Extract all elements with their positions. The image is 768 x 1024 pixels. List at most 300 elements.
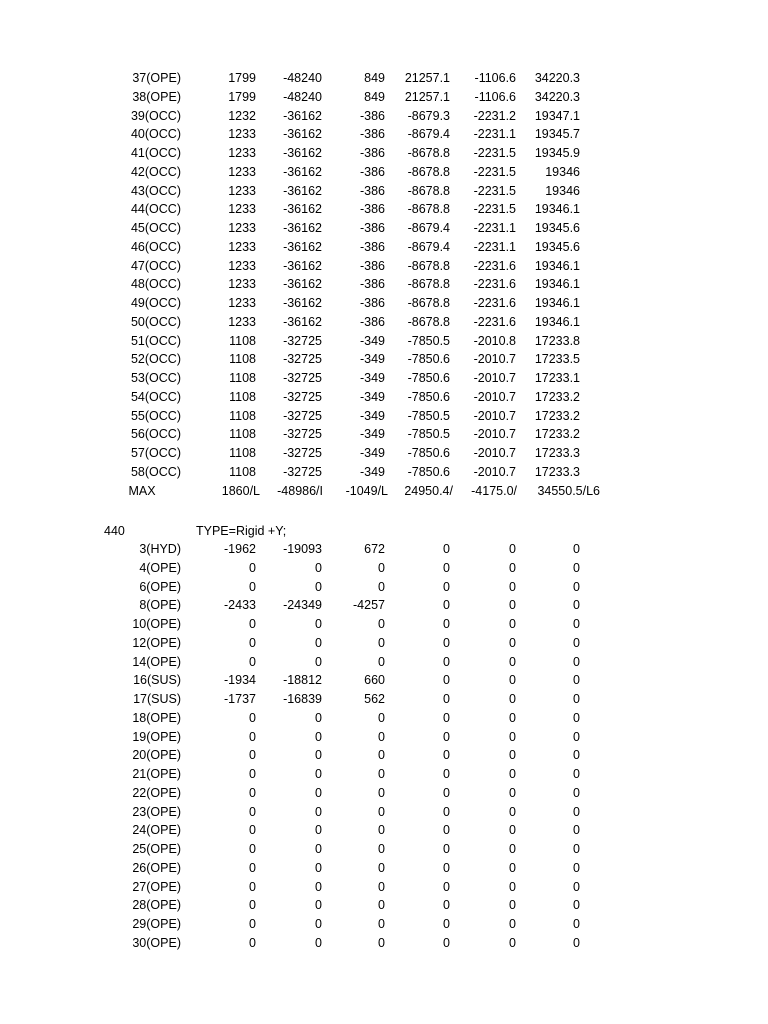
- value-cell: -386: [359, 108, 385, 123]
- table-row: [0, 784, 768, 803]
- value-cell: -7850.6: [407, 352, 450, 367]
- load-case-cell: 3(HYD): [139, 542, 181, 556]
- max-row: [0, 482, 768, 501]
- value-cell: 0: [573, 935, 580, 950]
- value-cell: -7850.6: [407, 389, 450, 404]
- value-cell: 0: [443, 635, 450, 650]
- value-cell: -48240: [283, 71, 322, 85]
- value-cell: 0: [443, 673, 450, 688]
- value-cell: 0: [573, 823, 580, 838]
- value-cell: 0: [573, 879, 580, 894]
- value-cell: 0: [573, 710, 580, 725]
- load-case-cell: 48(OCC): [130, 277, 181, 292]
- value-cell: -1106.6: [474, 71, 516, 85]
- value-cell: 0: [573, 804, 580, 819]
- value-cell: 0: [315, 729, 322, 744]
- value-cell: -7850.5: [407, 408, 450, 423]
- table-row: [0, 728, 768, 747]
- table-row: [0, 294, 768, 313]
- value-cell: -386: [359, 164, 385, 179]
- table-row: [0, 369, 768, 388]
- value-cell: 1108: [229, 389, 256, 404]
- value-cell: 0: [509, 748, 516, 763]
- load-case-cell: 4(OPE): [139, 560, 181, 575]
- table-row: [0, 69, 768, 88]
- value-cell: -36162: [283, 296, 322, 310]
- value-cell: 1108: [229, 446, 256, 460]
- value-cell: 24950.4/: [404, 483, 453, 498]
- value-cell: 0: [315, 635, 322, 650]
- value-cell: -349: [359, 371, 385, 385]
- value-cell: 19346: [545, 183, 580, 198]
- load-case-cell: 54(OCC): [130, 389, 181, 404]
- table-row: [0, 690, 768, 709]
- value-cell: 0: [249, 617, 256, 631]
- table-row: [0, 540, 768, 559]
- value-cell: 17233.3: [534, 464, 580, 479]
- value-cell: 0: [509, 654, 516, 669]
- table-row: [0, 671, 768, 690]
- value-cell: 0: [509, 598, 516, 613]
- load-case-cell: 8(OPE): [139, 598, 181, 613]
- value-cell: 0: [509, 617, 516, 631]
- table-row: [0, 934, 768, 953]
- value-cell: -8678.8: [407, 183, 450, 198]
- value-cell: 1860/L: [221, 483, 260, 498]
- value-cell: 0: [509, 842, 516, 856]
- value-cell: -36162: [283, 277, 322, 292]
- load-case-cell: 10(OPE): [132, 617, 181, 631]
- value-cell: 660: [364, 673, 385, 688]
- value-cell: 1232: [228, 108, 256, 123]
- value-cell: 0: [249, 804, 256, 819]
- value-cell: 0: [249, 842, 256, 856]
- value-cell: 0: [378, 842, 385, 856]
- value-cell: -32725: [283, 389, 322, 404]
- value-cell: -18812: [283, 673, 322, 688]
- value-cell: 0: [315, 710, 322, 725]
- load-case-cell: 37(OPE): [132, 71, 181, 85]
- value-cell: -1962: [224, 542, 256, 556]
- table-row: [0, 313, 768, 332]
- value-cell: 0: [443, 767, 450, 781]
- value-cell: -386: [359, 239, 385, 254]
- value-cell: 0: [509, 898, 516, 913]
- value-cell: -349: [359, 446, 385, 460]
- value-cell: 17233.2: [534, 389, 580, 404]
- value-cell: 17233.5: [534, 352, 580, 367]
- value-cell: 0: [315, 823, 322, 838]
- value-cell: 562: [364, 692, 385, 706]
- value-cell: -386: [359, 277, 385, 292]
- value-cell: -386: [359, 221, 385, 235]
- load-case-cell: MAX: [128, 483, 156, 498]
- table-row: [0, 596, 768, 615]
- value-cell: 0: [249, 710, 256, 725]
- value-cell: 19346.1: [534, 202, 580, 217]
- value-cell: 34550.5/L6: [537, 483, 600, 498]
- load-case-cell: 26(OPE): [132, 860, 181, 875]
- value-cell: -2010.7: [473, 389, 516, 404]
- value-cell: 1799: [228, 89, 256, 104]
- value-cell: -386: [359, 202, 385, 217]
- value-cell: 0: [509, 710, 516, 725]
- value-cell: 0: [249, 748, 256, 763]
- value-cell: -36162: [283, 146, 322, 160]
- load-case-cell: 22(OPE): [132, 785, 181, 800]
- value-cell: 0: [378, 579, 385, 594]
- value-cell: -32725: [283, 408, 322, 423]
- value-cell: 0: [573, 917, 580, 931]
- load-case-cell: 21(OPE): [132, 767, 181, 781]
- value-cell: 0: [443, 710, 450, 725]
- value-cell: 19345.9: [534, 146, 580, 160]
- value-cell: 34220.3: [534, 71, 580, 85]
- value-cell: -8678.8: [407, 164, 450, 179]
- value-cell: 0: [573, 898, 580, 913]
- value-cell: -386: [359, 258, 385, 273]
- value-cell: 672: [364, 542, 385, 556]
- value-cell: -2231.5: [473, 183, 516, 198]
- value-cell: 0: [378, 767, 385, 781]
- value-cell: 17233.2: [534, 408, 580, 423]
- value-cell: 1233: [228, 164, 256, 179]
- value-cell: 0: [443, 598, 450, 613]
- value-cell: 1233: [228, 127, 256, 142]
- load-case-cell: 6(OPE): [139, 579, 181, 594]
- value-cell: -36162: [283, 127, 322, 142]
- value-cell: 0: [378, 823, 385, 838]
- value-cell: 0: [378, 560, 385, 575]
- table-row: [0, 407, 768, 426]
- value-cell: 1233: [228, 258, 256, 273]
- load-case-cell: 23(OPE): [132, 804, 181, 819]
- value-cell: -36162: [283, 202, 322, 217]
- load-case-cell: 57(OCC): [130, 446, 181, 460]
- table-row: [0, 350, 768, 369]
- value-cell: -8678.8: [407, 202, 450, 217]
- value-cell: -8678.8: [407, 146, 450, 160]
- value-cell: 0: [443, 748, 450, 763]
- value-cell: 0: [443, 729, 450, 744]
- table-row: [0, 388, 768, 407]
- value-cell: 0: [315, 842, 322, 856]
- table-row: [0, 746, 768, 765]
- load-case-cell: 49(OCC): [130, 296, 181, 310]
- table-row: [0, 125, 768, 144]
- value-cell: 1233: [228, 221, 256, 235]
- value-cell: 21257.1: [404, 71, 450, 85]
- load-case-cell: 25(OPE): [132, 842, 181, 856]
- value-cell: 0: [249, 935, 256, 950]
- value-cell: -2433: [224, 598, 256, 613]
- value-cell: 0: [509, 879, 516, 894]
- value-cell: 0: [378, 710, 385, 725]
- node-number: 440: [104, 524, 125, 538]
- load-case-cell: 52(OCC): [130, 352, 181, 367]
- value-cell: 0: [378, 879, 385, 894]
- table-row: [0, 615, 768, 634]
- value-cell: 0: [315, 935, 322, 950]
- value-cell: -349: [359, 333, 385, 348]
- value-cell: 0: [443, 898, 450, 913]
- value-cell: -1106.6: [474, 89, 516, 104]
- value-cell: 0: [249, 917, 256, 931]
- value-cell: -349: [359, 352, 385, 367]
- table-row: [0, 88, 768, 107]
- value-cell: -7850.5: [407, 427, 450, 442]
- value-cell: 0: [509, 673, 516, 688]
- value-cell: -32725: [283, 352, 322, 367]
- value-cell: -1737: [224, 692, 256, 706]
- load-case-cell: 40(OCC): [130, 127, 181, 142]
- value-cell: -7850.6: [407, 371, 450, 385]
- table-row: [0, 425, 768, 444]
- value-cell: -36162: [283, 258, 322, 273]
- value-cell: -2010.7: [473, 464, 516, 479]
- value-cell: -1049/L: [345, 483, 388, 498]
- value-cell: 19345.7: [534, 127, 580, 142]
- value-cell: 0: [509, 804, 516, 819]
- value-cell: -1934: [224, 673, 256, 688]
- value-cell: -386: [359, 183, 385, 198]
- table-row: [0, 634, 768, 653]
- value-cell: 0: [378, 617, 385, 631]
- value-cell: -32725: [283, 446, 322, 460]
- value-cell: 0: [573, 635, 580, 650]
- value-cell: 0: [573, 692, 580, 706]
- value-cell: -8679.4: [407, 239, 450, 254]
- value-cell: 0: [443, 542, 450, 556]
- value-cell: -2231.6: [473, 314, 516, 329]
- value-cell: -4257: [353, 598, 385, 613]
- value-cell: 0: [443, 860, 450, 875]
- value-cell: 0: [509, 635, 516, 650]
- value-cell: 0: [573, 654, 580, 669]
- value-cell: 19346.1: [534, 296, 580, 310]
- value-cell: 0: [573, 579, 580, 594]
- value-cell: 17233.2: [534, 427, 580, 442]
- load-case-cell: 12(OPE): [132, 635, 181, 650]
- value-cell: -48240: [283, 89, 322, 104]
- value-cell: 1233: [228, 277, 256, 292]
- value-cell: -2010.7: [473, 427, 516, 442]
- table-row: [0, 578, 768, 597]
- value-cell: 0: [573, 673, 580, 688]
- value-cell: 1233: [228, 183, 256, 198]
- value-cell: 0: [315, 917, 322, 931]
- value-cell: -386: [359, 296, 385, 310]
- value-cell: -2010.7: [473, 352, 516, 367]
- load-case-cell: 16(SUS): [133, 673, 181, 688]
- value-cell: -4175.0/: [471, 483, 517, 498]
- value-cell: -8678.8: [407, 277, 450, 292]
- load-case-cell: 55(OCC): [130, 408, 181, 423]
- value-cell: 0: [509, 917, 516, 931]
- load-case-cell: 45(OCC): [130, 221, 181, 235]
- table-row: [0, 144, 768, 163]
- value-cell: 0: [378, 860, 385, 875]
- table-row: [0, 896, 768, 915]
- value-cell: 0: [249, 879, 256, 894]
- table-row: [0, 275, 768, 294]
- value-cell: 0: [315, 860, 322, 875]
- value-cell: 0: [509, 767, 516, 781]
- load-case-cell: 14(OPE): [132, 654, 181, 669]
- value-cell: 0: [573, 842, 580, 856]
- table-row: [0, 559, 768, 578]
- value-cell: -2010.7: [473, 446, 516, 460]
- load-case-cell: 20(OPE): [132, 748, 181, 763]
- value-cell: -2231.1: [473, 221, 516, 235]
- value-cell: 0: [443, 842, 450, 856]
- value-cell: 1233: [228, 146, 256, 160]
- table-row: [0, 821, 768, 840]
- load-case-cell: 56(OCC): [130, 427, 181, 442]
- value-cell: 19345.6: [534, 221, 580, 235]
- load-case-cell: 27(OPE): [132, 879, 181, 894]
- value-cell: -8678.8: [407, 314, 450, 329]
- value-cell: -7850.5: [407, 333, 450, 348]
- table-row: [0, 709, 768, 728]
- value-cell: -386: [359, 127, 385, 142]
- value-cell: -349: [359, 389, 385, 404]
- value-cell: 0: [249, 860, 256, 875]
- load-case-cell: 19(OPE): [132, 729, 181, 744]
- value-cell: 0: [443, 654, 450, 669]
- value-cell: -2010.8: [473, 333, 516, 348]
- load-case-cell: 29(OPE): [132, 917, 181, 931]
- value-cell: 1108: [229, 371, 256, 385]
- value-cell: -7850.6: [407, 464, 450, 479]
- value-cell: -19093: [283, 542, 322, 556]
- value-cell: 0: [315, 560, 322, 575]
- table-row: [0, 463, 768, 482]
- value-cell: 1799: [228, 71, 256, 85]
- value-cell: 0: [509, 579, 516, 594]
- load-case-cell: 39(OCC): [130, 108, 181, 123]
- value-cell: 17233.3: [534, 446, 580, 460]
- value-cell: 0: [378, 785, 385, 800]
- value-cell: 19346.1: [534, 314, 580, 329]
- load-case-cell: 30(OPE): [132, 935, 181, 950]
- value-cell: 0: [573, 767, 580, 781]
- value-cell: 0: [443, 692, 450, 706]
- value-cell: 19345.6: [534, 239, 580, 254]
- table-row: [0, 915, 768, 934]
- value-cell: 1108: [229, 333, 256, 348]
- table-row: [0, 163, 768, 182]
- value-cell: 0: [443, 804, 450, 819]
- value-cell: 17233.1: [534, 371, 580, 385]
- value-cell: -2231.6: [473, 277, 516, 292]
- table-row: [0, 878, 768, 897]
- value-cell: 0: [378, 917, 385, 931]
- value-cell: 1233: [228, 314, 256, 329]
- value-cell: -2010.7: [473, 371, 516, 385]
- value-cell: -8679.3: [407, 108, 450, 123]
- value-cell: 19346: [545, 164, 580, 179]
- value-cell: 1233: [228, 202, 256, 217]
- value-cell: 0: [315, 748, 322, 763]
- value-cell: 1233: [228, 239, 256, 254]
- value-cell: 0: [249, 767, 256, 781]
- table-row: [0, 803, 768, 822]
- value-cell: -2231.6: [473, 258, 516, 273]
- value-cell: -386: [359, 314, 385, 329]
- table-row: [0, 859, 768, 878]
- value-cell: 0: [509, 785, 516, 800]
- value-cell: 0: [573, 748, 580, 763]
- value-cell: 0: [378, 635, 385, 650]
- value-cell: -7850.6: [407, 446, 450, 460]
- load-case-cell: 46(OCC): [130, 239, 181, 254]
- load-case-cell: 50(OCC): [130, 314, 181, 329]
- value-cell: 0: [315, 785, 322, 800]
- value-cell: 849: [364, 89, 385, 104]
- value-cell: 1108: [229, 352, 256, 367]
- value-cell: -24349: [283, 598, 322, 613]
- value-cell: -2231.5: [473, 146, 516, 160]
- load-case-cell: 38(OPE): [132, 89, 181, 104]
- value-cell: 1108: [229, 427, 256, 442]
- load-case-cell: 51(OCC): [130, 333, 181, 348]
- table-row: [0, 653, 768, 672]
- value-cell: 0: [443, 579, 450, 594]
- value-cell: 1233: [228, 296, 256, 310]
- value-cell: 0: [315, 804, 322, 819]
- value-cell: -349: [359, 464, 385, 479]
- value-cell: -8679.4: [407, 221, 450, 235]
- value-cell: 0: [378, 898, 385, 913]
- value-cell: -8678.8: [407, 296, 450, 310]
- table-row: [0, 219, 768, 238]
- value-cell: 0: [249, 729, 256, 744]
- load-case-cell: 42(OCC): [130, 164, 181, 179]
- value-cell: 0: [249, 823, 256, 838]
- value-cell: 0: [315, 879, 322, 894]
- value-cell: 0: [378, 935, 385, 950]
- table-row: [0, 840, 768, 859]
- table-row: [0, 182, 768, 201]
- value-cell: -16839: [283, 692, 322, 706]
- value-cell: -2231.1: [473, 127, 516, 142]
- value-cell: 0: [573, 598, 580, 613]
- value-cell: 0: [249, 635, 256, 650]
- value-cell: 0: [249, 898, 256, 913]
- value-cell: -48986/I: [277, 483, 323, 498]
- value-cell: -2231.2: [473, 108, 516, 123]
- load-case-cell: 24(OPE): [132, 823, 181, 838]
- value-cell: 0: [509, 560, 516, 575]
- value-cell: 19346.1: [534, 258, 580, 273]
- load-case-cell: 44(OCC): [130, 202, 181, 217]
- value-cell: 0: [378, 729, 385, 744]
- value-cell: 0: [573, 542, 580, 556]
- value-cell: -36162: [283, 183, 322, 198]
- value-cell: 0: [573, 560, 580, 575]
- value-cell: 0: [443, 879, 450, 894]
- value-cell: -32725: [283, 333, 322, 348]
- value-cell: 0: [443, 917, 450, 931]
- value-cell: -36162: [283, 314, 322, 329]
- value-cell: 34220.3: [534, 89, 580, 104]
- value-cell: 0: [509, 692, 516, 706]
- value-cell: 0: [378, 748, 385, 763]
- value-cell: -349: [359, 427, 385, 442]
- value-cell: 0: [315, 898, 322, 913]
- load-case-cell: 43(OCC): [130, 183, 181, 198]
